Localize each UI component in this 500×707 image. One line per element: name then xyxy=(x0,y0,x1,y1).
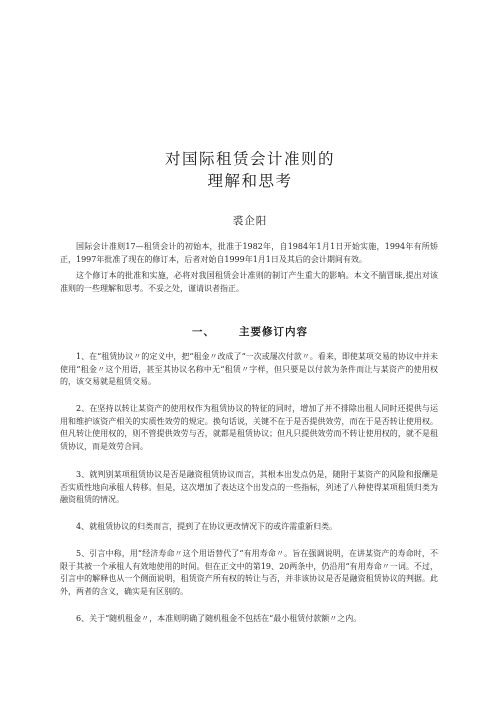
item-paragraph-1: 1、在“租赁协议〃的定义中，把“租金〃改成了“一次或屡次付款〃。看来，即使某项交易的协议中并未使用“租金〃这个用语，甚至其协议名称中无“租赁〃字样，但只要是以付款为条件而让与某资产的使用权的，该交易就是租赁交易。 xyxy=(60,352,438,387)
section-heading xyxy=(0,324,500,339)
intro-paragraph-1: 国际会计准则17—租赁会计的初始本，批准于1982年，自1984年1月1日开始实施，1994年有所矫正，1997年批准了现在的修订本，后者对始自1999年1月1日及其后的会计期间有效。 xyxy=(60,242,438,264)
section-number: 一、 xyxy=(192,326,215,338)
document-title-line2: 理解和思考 xyxy=(207,172,293,190)
item-paragraph-3: 3、就判别某项租赁协议是否是融资租赁协议而言，其根本出发点仍是，随附于某资产的风险和报酬是否实质性地向承租人转移。但是，这次增加了表达这个出发点的一些指标，列述了八种使得某项租赁归类为融资租赁的情况。 xyxy=(60,470,438,505)
section-title: 主要修订内容 xyxy=(239,326,308,338)
intro-paragraph-2: 这个修订本的批准和实施，必将对我国租赁会计准则的制订产生重大的影响。本文不揣冒昧,提出对该准则的一些理解和思考。不妥之处，谨请识者指正。 xyxy=(60,271,438,293)
item-paragraph-6: 6、关于“随机租金〃，本准则明确了随机租金不包括在“最小租赁付款额〃之内。 xyxy=(76,614,362,623)
item-paragraph-4: 4、就租赁协议的归类而言，提到了在协议更改情况下的或许需重新归类。 xyxy=(76,522,338,531)
document-title-line1: 对国际租赁会计准则的 xyxy=(164,150,335,168)
item-paragraph-5: 5、引言中称，用“经济寿命〃这个用语替代了“有用寿命〃。旨在强调说明，在讲某资产的寿命时，不限于其被一个承租人有效地使用的时间。但在正文中的第19、20两条中，仍沿用“有用寿命〃一词。不过，引言中的解释也从一个侧面说明，租赁资产所有权的转让与否，并非该协议是否是融资租赁协议的判据。此外，两者的含义，确实是有区别的。 xyxy=(60,549,438,596)
author-name: 裘企阳 xyxy=(232,215,268,227)
item-paragraph-2: 2、在坚持以转让某资产的使用权作为租赁协议的特征的同时，增加了并不排除出租人同时还提供与运用和维护该资产相关的实质性效劳的规定。换句话说，关键不在于是否提供效劳，而在于是否转让使用权。但凡转让使用权的，则不管提供效劳与否，就都是租赁协议；但凡只提供效劳而不转让使用权的，就不是租赁协议，而是效劳合同。 xyxy=(60,404,438,451)
